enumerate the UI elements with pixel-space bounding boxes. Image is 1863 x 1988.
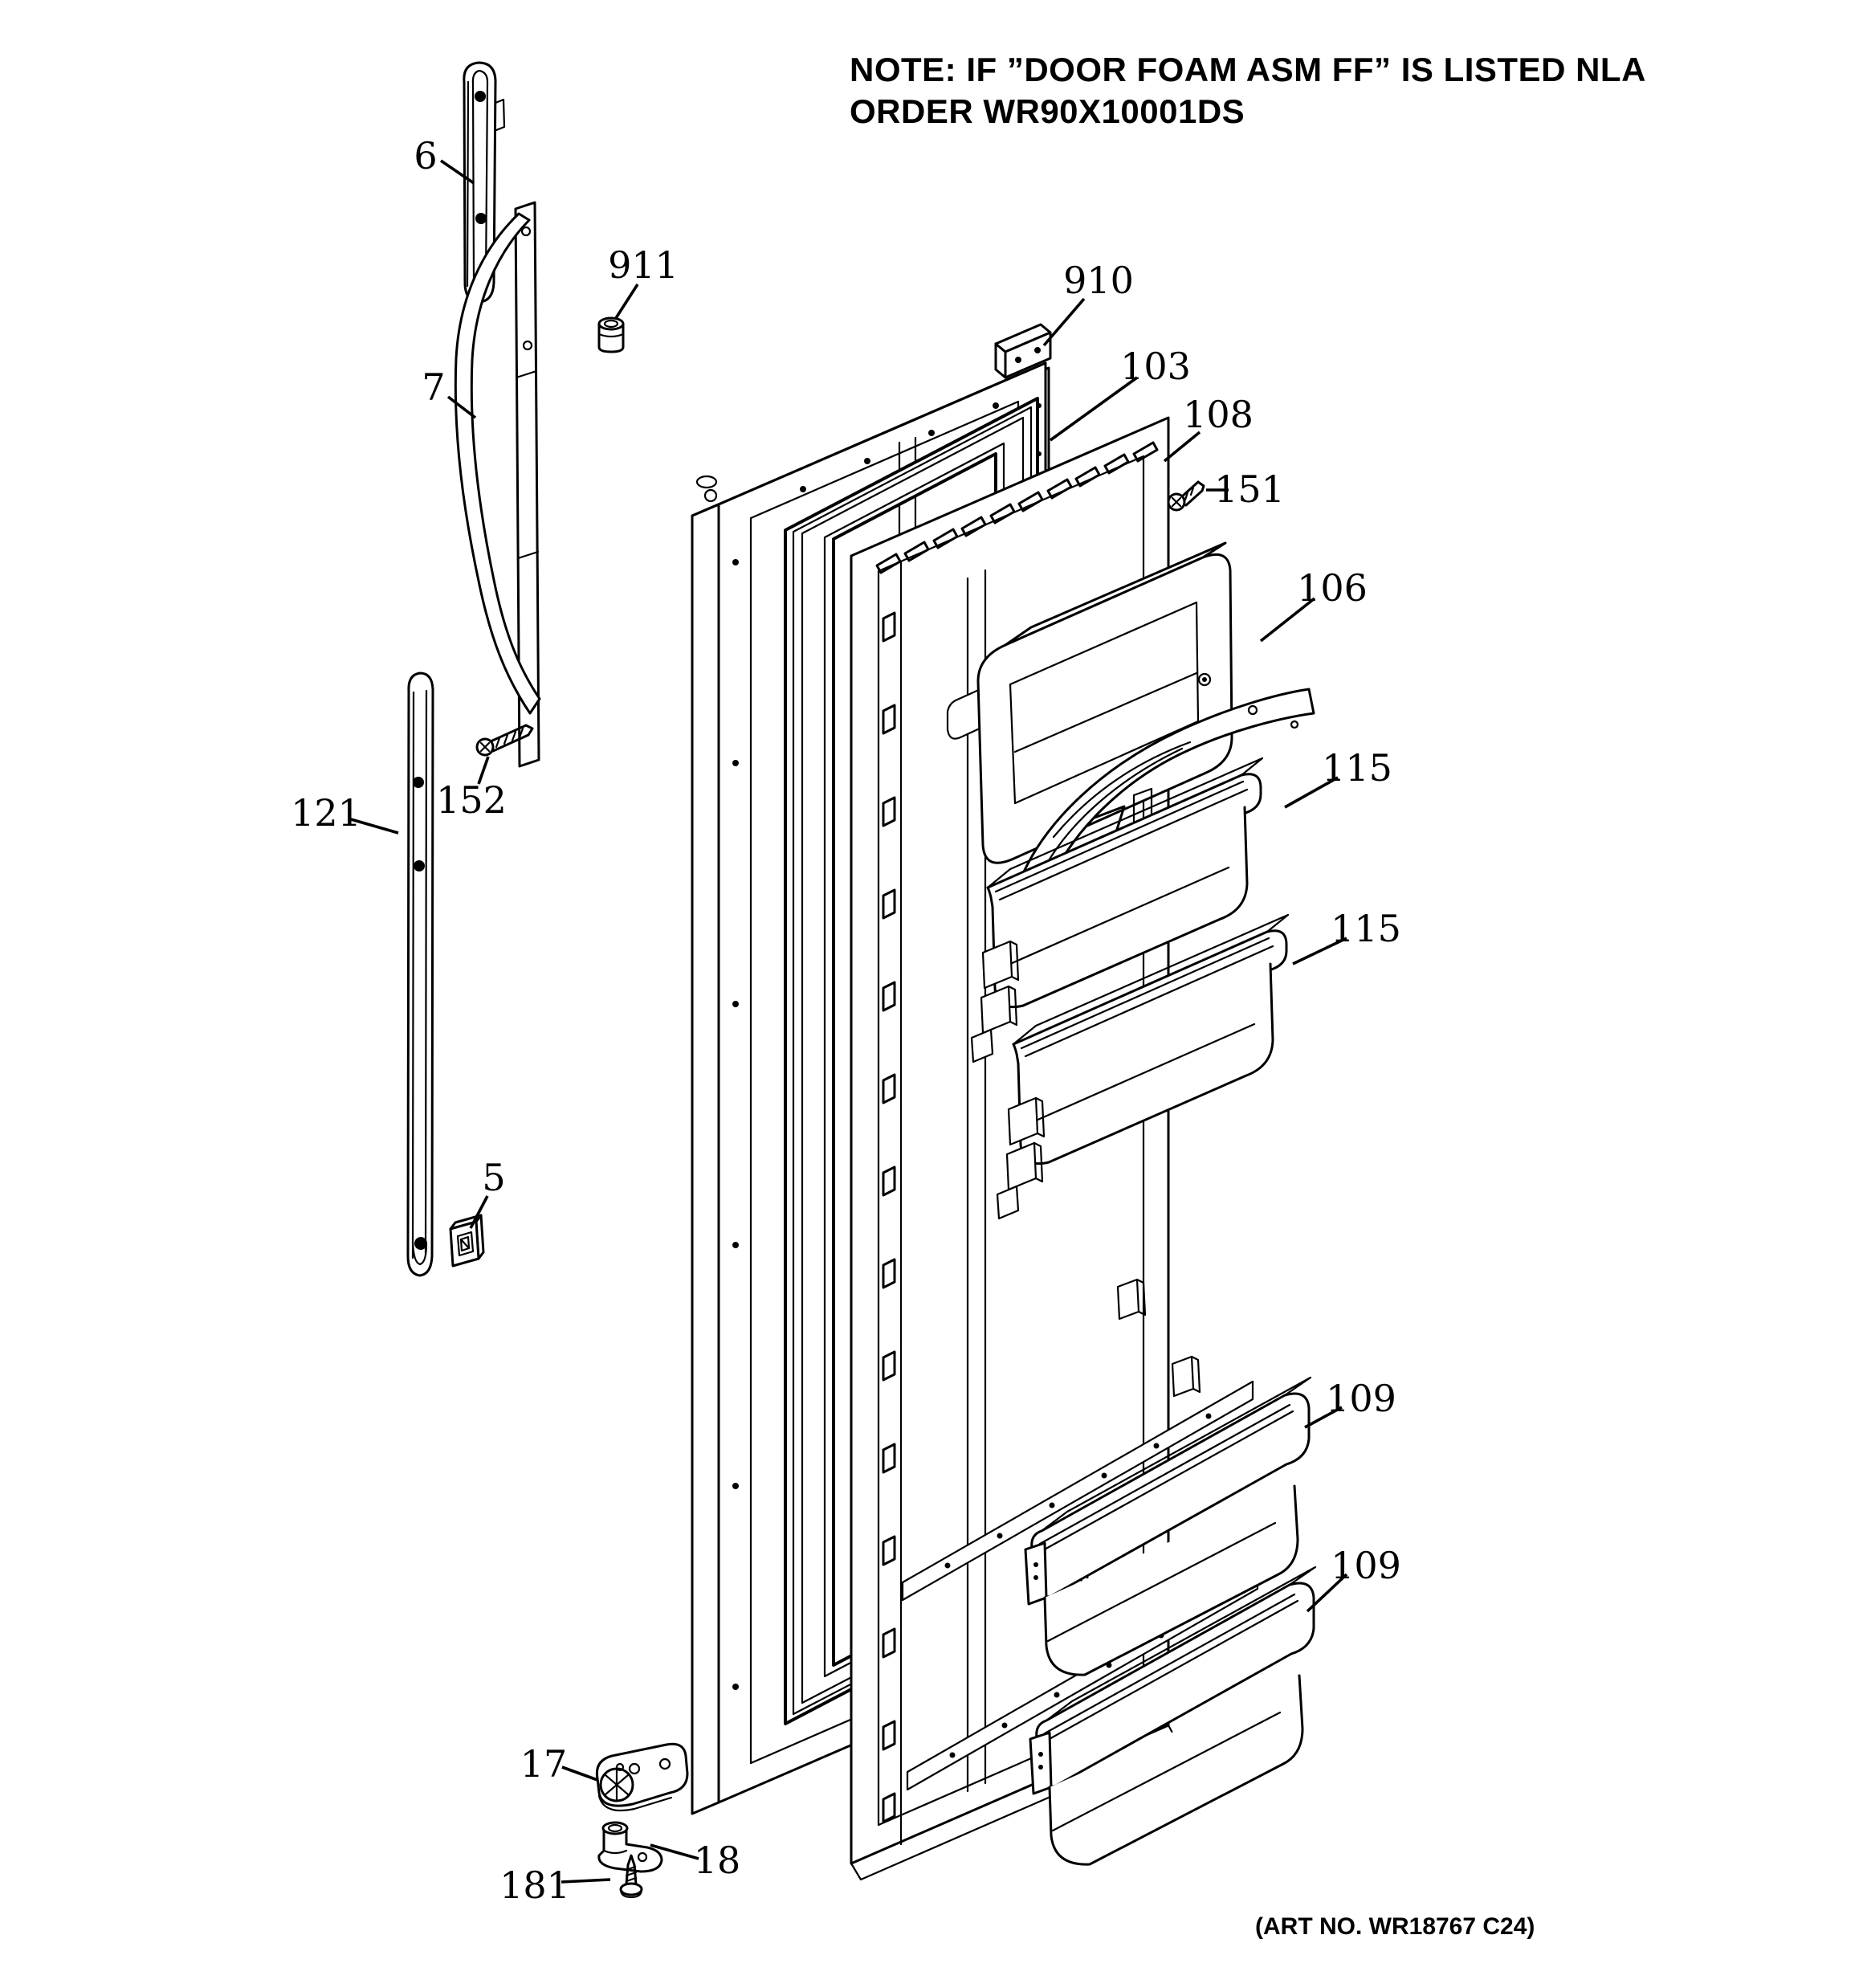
- callout-151: 151: [1214, 467, 1285, 511]
- callout-103: 103: [1120, 345, 1191, 388]
- plug-911-drawing: [599, 318, 623, 352]
- callout-6: 6: [414, 134, 438, 178]
- callout-17: 17: [520, 1742, 568, 1786]
- leader-108: [1164, 432, 1200, 461]
- hinge-plate-17-drawing: [597, 1744, 687, 1810]
- note-line2: ORDER WR90X10001DS: [850, 92, 1245, 130]
- callout-109-lower: 109: [1331, 1544, 1401, 1587]
- art-number: (ART NO. WR18767 C24): [1255, 1913, 1535, 1940]
- leader-17: [562, 1767, 597, 1780]
- callout-181: 181: [499, 1863, 570, 1907]
- clip-5-drawing: [450, 1215, 483, 1266]
- callout-152: 152: [436, 778, 507, 822]
- callout-18: 18: [693, 1839, 741, 1882]
- callout-115-upper: 115: [1322, 746, 1392, 790]
- callout-7: 7: [422, 365, 446, 409]
- callout-5: 5: [482, 1156, 506, 1199]
- callout-115-lower: 115: [1331, 907, 1401, 950]
- callout-109-upper: 109: [1326, 1377, 1396, 1420]
- leader-910: [1044, 299, 1084, 345]
- callout-108: 108: [1183, 393, 1254, 436]
- callout-910: 910: [1063, 259, 1134, 302]
- screw-151-drawing: [1168, 482, 1204, 510]
- callout-121: 121: [291, 791, 361, 835]
- callout-911: 911: [608, 243, 679, 287]
- callout-106: 106: [1297, 566, 1368, 610]
- leader-911: [616, 284, 638, 318]
- note-line1: NOTE: IF ”DOOR FOAM ASM FF” IS LISTED NLA: [850, 51, 1646, 88]
- trim-strip-121-drawing: [408, 673, 433, 1276]
